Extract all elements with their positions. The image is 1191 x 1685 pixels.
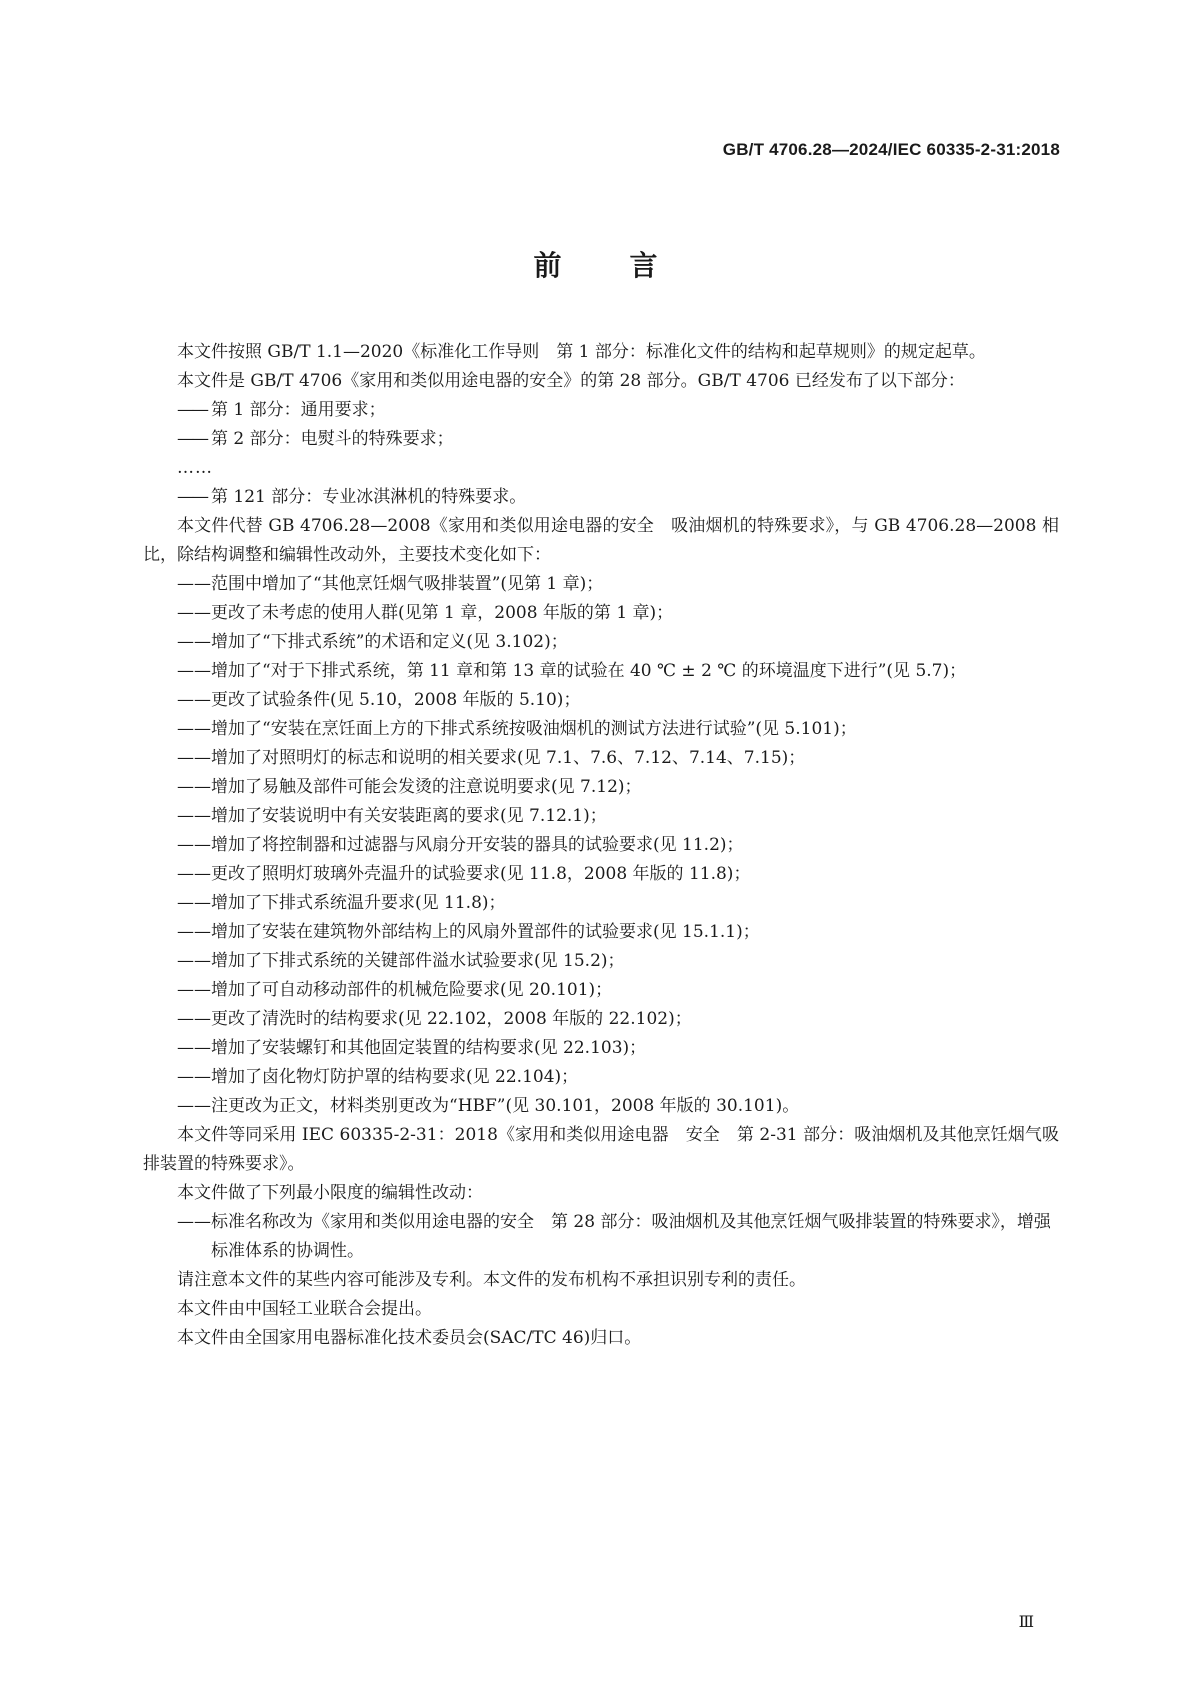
paragraph-equivalent: 本文件等同采用 IEC 60335-2-31：2018《家用和类似用途电器 安全 第 2-31 部分：吸油烟机及其他烹饪烟气吸排装置的特殊要求》。 (143, 1125, 1059, 1174)
change-text: 增加了易触及部件可能会发烫的注意说明要求(见 7.12)； (211, 777, 642, 797)
paragraph-drafting-rules: 本文件按照 GB/T 1.1—2020《标准化工作导则 第 1 部分：标准化文件的结构和起草规则》的规定起草。 (177, 342, 986, 362)
paragraph-edits: 本文件做了下列最小限度的编辑性改动： (177, 1183, 483, 1203)
dash-mark: —— (177, 690, 211, 710)
dash-mark: —— (177, 980, 211, 1000)
dash-mark: —— (177, 487, 207, 507)
change-item (143, 889, 1059, 918)
change-text: 增加了下排式系统的关键部件溢水试验要求(见 15.2)； (211, 951, 625, 971)
paragraph-proposed-by: 本文件由中国轻工业联合会提出。 (177, 1299, 432, 1319)
change-text: 注更改为正文，材料类别更改为“HBF”(见 30.101，2008 年版的 30.101)。 (211, 1096, 800, 1116)
change-text: 增加了安装螺钉和其他固定装置的结构要求(见 22.103)； (211, 1038, 647, 1058)
dash-mark: —— (177, 893, 211, 913)
change-item (143, 1005, 1059, 1034)
change-text: 更改了试验条件(见 5.10，2008 年版的 5.10)； (211, 690, 581, 710)
dash-mark: —— (177, 661, 211, 681)
ellipsis: …… (177, 458, 213, 478)
change-item (143, 1063, 1059, 1092)
paragraph-centralized-by: 本文件由全国家用电器标准化技术委员会(SAC/TC 46)归口。 (177, 1328, 642, 1348)
change-item (143, 570, 1059, 599)
change-item (143, 831, 1059, 860)
change-text: 更改了清洗时的结构要求(见 22.102，2008 年版的 22.102)； (211, 1009, 692, 1029)
change-text: 增加了“安装在烹饪面上方的下排式系统按吸油烟机的测试方法进行试验”(见 5.101)； (211, 719, 857, 739)
change-text: 增加了卤化物灯防护罩的结构要求(见 22.104)； (211, 1067, 579, 1087)
changes-list (143, 570, 1059, 1121)
dash-mark: —— (177, 806, 211, 826)
paragraph-replaces: 本文件代替 GB 4706.28—2008《家用和类似用途电器的安全 吸油烟机的特殊要求》，与 GB 4706.28—2008 相比，除结构调整和编辑性改动外，主要技术变化如下： (143, 516, 1059, 565)
dash-mark: —— (177, 1096, 211, 1116)
foreword-body (143, 338, 1059, 1353)
edit-entry: 标准名称改为《家用和类似用途电器的安全 第 28 部分：吸油烟机及其他烹饪烟气吸排装置的特殊要求》，增强标准体系的协调性。 (211, 1212, 1051, 1261)
dash-mark: —— (177, 777, 211, 797)
change-text: 增加了将控制器和过滤器与风扇分开安装的器具的试验要求(见 11.2)； (211, 835, 744, 855)
change-item (143, 1034, 1059, 1063)
change-item (143, 628, 1059, 657)
standard-code: GB/T 4706.28—2024/IEC 60335-2-31:2018 (722, 140, 1060, 159)
dash-mark: —— (177, 400, 207, 420)
change-item (143, 599, 1059, 628)
part-entry: 第 1 部分：通用要求； (211, 400, 386, 420)
change-text: 增加了可自动移动部件的机械危险要求(见 20.101)； (211, 980, 613, 1000)
list-item (143, 483, 1059, 512)
dash-mark: —— (177, 429, 207, 449)
change-text: 增加了“对于下排式系统，第 11 章和第 13 章的试验在 40 ℃ ± 2 ℃ 的环境温度下进行”(见 5.7)； (211, 661, 967, 681)
change-item (143, 1092, 1059, 1121)
change-text: 增加了安装在建筑物外部结构上的风扇外置部件的试验要求(见 15.1.1)； (211, 922, 760, 942)
change-text: 范围中增加了“其他烹饪烟气吸排装置”(见第 1 章)； (211, 574, 604, 594)
change-item (143, 744, 1059, 773)
paragraph-part-info: 本文件是 GB/T 4706《家用和类似用途电器的安全》的第 28 部分。GB/T 4706 已经发布了以下部分： (177, 371, 965, 391)
dash-mark: —— (177, 719, 211, 739)
change-item (143, 657, 1059, 686)
change-text: 增加了“下排式系统”的术语和定义(见 3.102)； (211, 632, 568, 652)
change-item (143, 773, 1059, 802)
list-item (143, 425, 1059, 454)
dash-mark: —— (177, 748, 211, 768)
change-item (143, 715, 1059, 744)
title-char-2: 言 (629, 249, 658, 282)
part-entry: 第 121 部分：专业冰淇淋机的特殊要求。 (211, 487, 527, 507)
change-item (143, 860, 1059, 889)
change-text: 增加了对照明灯的标志和说明的相关要求(见 7.1、7.6、7.12、7.14、7.15)； (211, 748, 806, 768)
dash-mark: —— (177, 574, 211, 594)
dash-mark: —— (177, 1038, 211, 1058)
paragraph-patent: 请注意本文件的某些内容可能涉及专利。本文件的发布机构不承担识别专利的责任。 (177, 1270, 806, 1290)
dash-mark: —— (177, 632, 211, 652)
change-text: 增加了下排式系统温升要求(见 11.8)； (211, 893, 506, 913)
change-text: 更改了未考虑的使用人群(见第 1 章，2008 年版的第 1 章)； (211, 603, 674, 623)
dash-mark: —— (177, 864, 211, 884)
change-item (143, 802, 1059, 831)
list-item (143, 396, 1059, 425)
part-entry: 第 2 部分：电熨斗的特殊要求； (211, 429, 454, 449)
dash-mark: —— (177, 603, 211, 623)
change-text: 增加了安装说明中有关安装距离的要求(见 7.12.1)； (211, 806, 607, 826)
page-number: Ⅲ (1018, 1612, 1034, 1631)
change-item (143, 976, 1059, 1005)
list-item (143, 1208, 1059, 1266)
dash-mark: —— (177, 922, 211, 942)
dash-mark: —— (177, 1212, 211, 1232)
title-char-1: 前 (533, 249, 562, 282)
dash-mark: —— (177, 835, 211, 855)
change-item (143, 686, 1059, 715)
dash-mark: —— (177, 951, 211, 971)
change-item (143, 947, 1059, 976)
change-text: 更改了照明灯玻璃外壳温升的试验要求(见 11.8，2008 年版的 11.8)； (211, 864, 751, 884)
change-item (143, 918, 1059, 947)
dash-mark: —— (177, 1009, 211, 1029)
page-title (0, 244, 1191, 284)
dash-mark: —— (177, 1067, 211, 1087)
